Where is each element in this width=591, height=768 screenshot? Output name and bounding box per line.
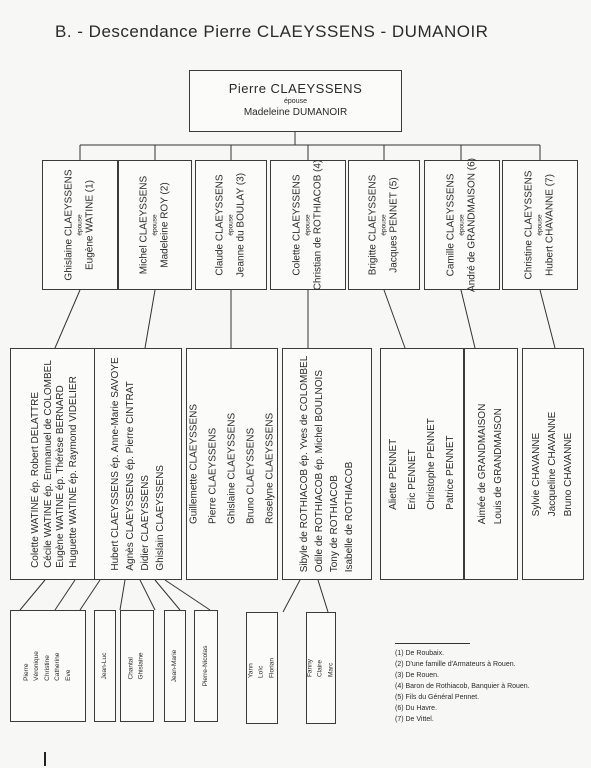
root-spouse: Madeleine DUMANOIR	[243, 107, 348, 118]
grandchild-name: Sibyle de ROTHIACOB ép. Yves de COLOMBEL	[299, 355, 310, 573]
great-grandchild-name: Florian	[268, 658, 276, 678]
child-name: Colette CLAEYSSENS	[291, 174, 303, 276]
child-box	[270, 160, 346, 290]
grandchildren-box	[10, 348, 100, 580]
great-grandchild-name: Yann	[247, 663, 255, 678]
grandchildren-box	[380, 348, 464, 580]
grandchild-name: Bruno CLAEYSSENS	[245, 427, 257, 525]
child-name: Ghislaine CLAEYSSENS	[63, 169, 75, 281]
footnote: (6) Du Havre.	[395, 705, 438, 712]
grandchild-name: Aimée de GRANDMAISON	[477, 403, 488, 525]
grandchild-name: Hubert CLAEYSSENS ép. Anne-Marie SAVOYE	[110, 357, 121, 571]
child-text	[138, 176, 171, 274]
grandchildren-box	[282, 348, 372, 580]
great-grandchildren-box	[246, 612, 278, 724]
child-text	[214, 173, 247, 277]
grandchildren-list	[297, 356, 357, 573]
child-box	[348, 160, 420, 290]
child-spouse: Hubert CHAVANNE (7)	[544, 174, 556, 276]
grandchild-name: Didier CLAEYSSENS	[140, 475, 151, 571]
great-grandchild-name: Catherine	[54, 652, 62, 681]
footnotes	[395, 648, 530, 725]
grandchild-name: Jacqueline CHAVANNE	[547, 411, 558, 517]
great-grandchild-name: Ghislaine	[138, 652, 145, 680]
child-name: Christine CLAEYSSENS	[523, 170, 535, 280]
child-text	[291, 160, 324, 291]
footnote: (7) De Vittel.	[395, 716, 434, 723]
grandchildren-list	[108, 357, 168, 570]
child-name: Claude CLAEYSSENS	[214, 174, 226, 276]
child-spouse-word: épouse	[379, 214, 387, 236]
grandchild-name: Guillemette CLAEYSSENS	[188, 403, 200, 525]
grandchild-name: Bruno CHAVANNE	[563, 432, 574, 517]
child-spouse: Madeleine ROY (2)	[159, 182, 171, 268]
great-grandchildren-list	[305, 659, 336, 677]
great-grandchild-name: Loïc	[257, 665, 265, 678]
grandchild-name: Aliette PENNET	[388, 438, 399, 510]
child-spouse: Jacques PENNET (5)	[388, 177, 400, 273]
child-box	[42, 160, 118, 290]
child-spouse-word: épouse	[150, 214, 158, 236]
child-spouse: André de GRANDMAISON (6)	[466, 158, 478, 292]
grandchild-name: Ghislain CLAEYSSENS	[155, 465, 166, 571]
child-spouse: Jeanne du BOULAY (3)	[235, 172, 247, 278]
grandchildren-list	[475, 404, 507, 525]
grandchild-name: Sylvie CHAVANNE	[531, 432, 542, 517]
footnote: (3) De Rouen.	[395, 672, 439, 679]
great-grandchild-name: Marc	[327, 662, 335, 678]
footnote: (1) De Roubaix.	[395, 650, 445, 657]
grandchild-name: Louis de GRANDMAISON	[493, 408, 504, 525]
footnote: (4) Baron de Rothiacob, Banquier à Rouen.	[395, 683, 530, 690]
great-grandchild-name: Véronique	[33, 651, 41, 681]
child-text	[367, 175, 400, 276]
root-spouse-word: épouse	[284, 98, 307, 105]
scan-mark	[44, 752, 46, 766]
grandchild-name: Eric PENNET	[407, 449, 418, 510]
child-spouse: Eugène WATINE (1)	[84, 179, 96, 271]
child-spouse-word: épouse	[226, 214, 234, 236]
great-grandchild-name: Jean-Marie	[170, 649, 178, 683]
great-grandchildren-box	[306, 612, 336, 724]
great-grandchildren-list	[127, 652, 148, 679]
child-spouse-word: épouse	[535, 214, 543, 236]
child-name: Michel CLAEYSSENS	[138, 175, 150, 275]
grandchild-name: Isabelle de ROTHIACOB	[344, 461, 355, 573]
grandchild-name: Christophe PENNET	[426, 418, 437, 510]
child-text	[523, 171, 556, 280]
grandchildren-list	[185, 404, 280, 524]
great-grandchild-name: Fanny	[306, 658, 314, 678]
child-spouse-word: épouse	[457, 214, 465, 236]
footnote: (2) D'une famille d'Armateurs à Rouen.	[395, 661, 516, 668]
great-grandchild-name: Chantal	[127, 657, 135, 680]
great-grandchildren-list	[171, 650, 179, 683]
grandchildren-list	[384, 418, 460, 510]
child-spouse-word: épouse	[303, 214, 311, 236]
child-box	[424, 160, 500, 290]
child-name: Camille CLAEYSSENS	[445, 173, 457, 277]
grandchildren-list	[529, 412, 577, 517]
grandchild-name: Odile de ROTHIACOB ép. Michel BOULNOIS	[314, 369, 325, 573]
great-grandchildren-list	[246, 658, 277, 678]
great-grandchild-name: Eve	[64, 669, 72, 681]
grandchildren-box	[186, 348, 278, 580]
great-grandchildren-list	[22, 651, 74, 681]
great-grandchildren-list	[202, 646, 210, 687]
great-grandchild-name: Claire	[316, 660, 324, 678]
great-grandchildren-box	[194, 610, 218, 722]
great-grandchildren-box	[120, 610, 154, 722]
grandchild-name: Huguette WATINE ép. Raymond VIDELIER	[67, 376, 79, 568]
great-grandchildren-box	[164, 610, 186, 722]
great-grandchildren-list	[101, 653, 109, 680]
grandchild-name: Patrice PENNET	[445, 435, 456, 510]
grandchildren-list	[30, 360, 80, 568]
child-box	[195, 160, 267, 290]
grandchild-name: Ghislaine CLAEYSSENS	[226, 412, 238, 525]
footnote: (5) Fils du Général Pennet.	[395, 694, 480, 701]
child-spouse: Christian de ROTHIACOB (4)	[312, 159, 324, 291]
grandchild-name: Tony de ROTHIACOB	[329, 475, 340, 573]
grandchild-name: Pierre CLAEYSSENS	[207, 427, 219, 525]
great-grandchild-name: Jean-Luc	[100, 652, 108, 680]
grandchild-name: Roselyne CLAEYSSENS	[264, 412, 276, 525]
grandchildren-box	[522, 348, 584, 580]
grandchildren-box	[464, 348, 518, 580]
page-title: B. - Descendance Pierre CLAEYSSENS - DUMANOIR	[55, 22, 489, 41]
great-grandchild-name: Pierre-Nicolas	[201, 645, 209, 687]
child-text	[63, 169, 96, 280]
great-grandchildren-box	[94, 610, 116, 722]
grandchildren-box	[94, 348, 182, 580]
root-couple-box	[189, 70, 402, 132]
grandchild-name: Agnès CLAEYSSENS ép. Pierre CINTRAT	[125, 381, 136, 571]
great-grandchildren-box	[10, 610, 86, 722]
child-box	[118, 160, 192, 290]
great-grandchild-name: Pierre	[23, 663, 31, 681]
great-grandchild-name: Christine	[43, 655, 51, 681]
child-text	[445, 158, 478, 292]
root-name: Pierre CLAEYSSENS	[228, 81, 363, 96]
grandchild-name: Eugène WATINE ép. Thérèse BERNARD	[55, 385, 66, 568]
notes-divider	[395, 643, 470, 644]
child-name: Brigitte CLAEYSSENS	[367, 174, 379, 276]
grandchild-name: Colette WATINE ép. Robert DELATTRE	[30, 391, 41, 568]
child-box	[502, 160, 578, 290]
child-spouse-word: épouse	[75, 214, 83, 236]
grandchild-name: Cécile WATINE ép. Emmanuel de COLOMBEL	[42, 360, 54, 568]
